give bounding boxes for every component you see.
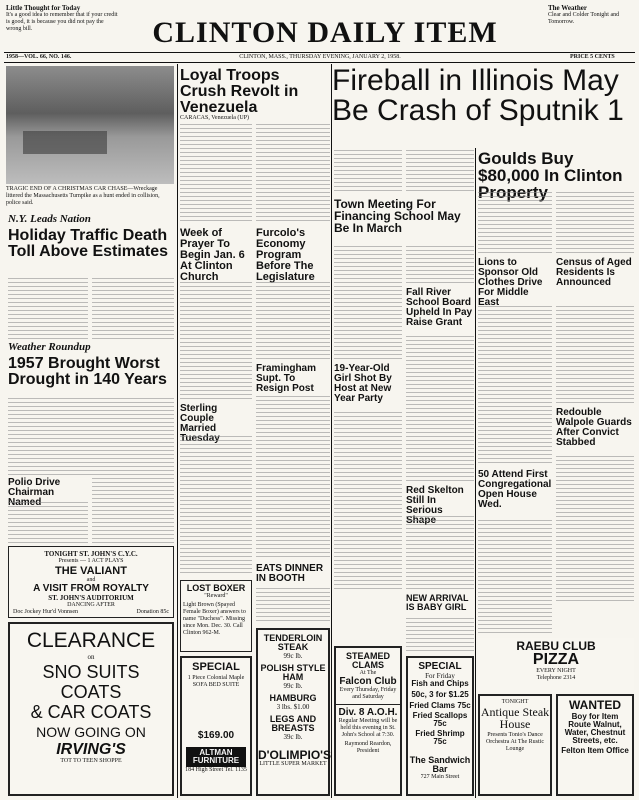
altman-addr: 184 High Street Tel. 1135: [185, 767, 247, 773]
cyc-play1: THE VALIANT: [55, 565, 127, 577]
article-text: [256, 588, 330, 624]
antique-text: Presents Tonio's Dance Orchestra At The Rustic Lounge: [485, 732, 545, 752]
column-rule: [177, 64, 178, 798]
article-text: [334, 150, 402, 194]
headline-nineteen: 19-Year-Old Girl Shot By Host at New Year Party: [334, 363, 392, 404]
headline-town-meeting: Town Meeting For Financing School May Be In March: [334, 197, 461, 235]
clams-club: Falcon Club: [339, 676, 397, 687]
article-text: [478, 306, 552, 466]
wanted-title: WANTED: [569, 698, 621, 712]
headline-fall-river: Fall River School Board Upheld In Pay Raise Grant: [406, 287, 473, 328]
headline-week-prayer: Week of Prayer To Begin Jan. 6 At Clinton Church: [180, 227, 245, 283]
left-ear-title: Little Thought for Today: [6, 4, 81, 12]
article-text: [406, 516, 474, 592]
headline-redouble: Redouble Walpole Guards After Convict Stabbed: [556, 407, 632, 448]
aoh-officer: Raymond Reardon, President: [344, 741, 392, 754]
masthead-rule-bottom: [4, 62, 635, 63]
article-text: [180, 124, 252, 224]
fish-special: SPECIAL: [418, 661, 462, 672]
clearance-car-coats: & CAR COATS: [30, 702, 152, 722]
cyc-music: Doc Jockey Hur'd Vonnsen: [13, 609, 79, 615]
headline-furcolo: Furcolo's Economy Program Before The Legislature: [256, 227, 315, 283]
dolimpio-name: D'OLIMPIO'S: [258, 748, 332, 762]
cyc-play2: A VISIT FROM ROYALTY: [33, 583, 149, 594]
article-text: [406, 150, 474, 194]
headline-census: Census of Aged Residents Is Announced: [556, 257, 632, 288]
meat-2: POLISH STYLE HAM: [260, 663, 326, 682]
ad-raebu: [478, 638, 634, 690]
ad-lost-boxer: [180, 580, 252, 652]
lost-reward: "Reward": [204, 593, 228, 599]
meat-3-price: 3 lbs. $1.00: [276, 703, 310, 711]
clearance-irvings-sub: TOT TO TEEN SHOPPE: [60, 758, 122, 764]
headline-skelton: Red Skelton Still In Serious Shape: [406, 485, 464, 526]
fish-fried2: Fried Scallops 75c: [412, 711, 468, 728]
aoh-title: Div. 8 A.O.H.: [338, 707, 398, 718]
price: PRICE 5 CENTS: [570, 54, 615, 60]
masthead-rule-top: [4, 52, 635, 53]
meat-3: HAMBURG: [269, 693, 317, 703]
meat-4: LEGS AND BREASTS: [269, 714, 317, 733]
kicker-holiday: N.Y. Leads Nation: [8, 213, 91, 225]
article-text: [180, 282, 252, 402]
newspaper-title: CLINTON DAILY ITEM: [152, 16, 498, 49]
headline-attend: 50 Attend First Congregational Open House Wed.: [478, 469, 552, 510]
cyc-title: TONIGHT ST. JOHN'S C.Y.C.: [44, 550, 138, 558]
meat-4-price: 39c lb.: [283, 733, 303, 741]
ad-falcon-club: [334, 646, 402, 796]
clearance-irvings: IRVING'S: [56, 741, 126, 758]
raebu-every: EVERY NIGHT: [536, 668, 576, 674]
clearance-title: CLEARANCE: [26, 629, 156, 652]
dolimpio-sub: LITTLE SUPER MARKET: [259, 761, 327, 767]
volume-line: 1958—VOL. 66, NO. 146.: [6, 54, 72, 60]
fish-fried3: Fried Shrimp 75c: [415, 729, 465, 746]
cyc-dancing: DANCING AFTER: [67, 602, 115, 608]
special-title: SPECIAL: [192, 661, 240, 673]
clearance-on: on: [87, 653, 95, 661]
lost-text: Light Brown (Spayed Female Boxer) answers to name "Duchess". Missing since Mon. Dec. 30. Call Clinton 962-M.: [183, 602, 246, 636]
headline-venezuela: Loyal Troops Crush Revolt in Venezuela: [180, 67, 299, 116]
weather-ear-title: The Weather: [548, 4, 587, 12]
raebu-title: RAEBU CLUB: [516, 639, 596, 653]
article-text: [8, 398, 174, 476]
article-text: [556, 456, 634, 602]
wanted-office: Felton Item Office: [561, 746, 629, 755]
ad-special-sofa: [180, 656, 252, 796]
dateline: CLINTON, MASS., THURSDAY EVENING, JANUARY 2, 1958.: [239, 54, 401, 60]
raebu-tel: Telephone 2314: [536, 675, 576, 681]
headline-polio: Polio Drive Chairman Named: [8, 477, 61, 508]
article-text: [8, 502, 88, 544]
article-text: [478, 192, 552, 254]
antique-title: Antique Steak House: [480, 705, 550, 731]
fish-fried1: Fried Clams 75c: [409, 701, 471, 710]
sandwich-addr: 727 Main Street: [420, 774, 460, 780]
article-text: [334, 412, 402, 592]
cyc-and: and: [86, 577, 96, 583]
special-price: $169.00: [197, 730, 235, 741]
photo-caption: TRAGIC END OF A CHRISTMAS CAR CHASE—Wreckage littered the Massachusetts Turnpike as a hunt ended in collision, police said.: [6, 186, 160, 206]
fish-for-friday: For Friday: [425, 672, 455, 680]
article-text: [180, 436, 252, 576]
ad-clearance: [8, 622, 174, 796]
article-text: [556, 306, 634, 406]
clearance-sno-suits: SNO SUITS: [42, 662, 140, 682]
column-rule: [475, 148, 476, 798]
wanted-text: Boy for Item Route Walnut, Water, Chestnut Streets, etc.: [564, 712, 626, 745]
special-text: 1 Piece Colonial Maple SOFA BED SUITE: [187, 675, 245, 688]
headline-drought: 1957 Brought Worst Drought in 140 Years: [8, 355, 167, 388]
antique-tonight: TONIGHT: [501, 699, 529, 705]
byline-venezuela: CARACAS, Venezuela (UP): [180, 115, 250, 121]
clams-title: STEAMED CLAMS: [345, 651, 390, 670]
headline-fireball: Fireball in Illinois May Be Crash of Sputnik 1: [332, 64, 624, 127]
cyc-presents: Presents — 1 ACT PLAYS: [58, 558, 124, 564]
lost-title: LOST BOXER: [186, 583, 246, 593]
headline-holiday: Holiday Traffic Death Toll Above Estimates: [8, 227, 169, 260]
masthead: [0, 0, 639, 62]
headline-baby: NEW ARRIVAL IS BABY GIRL: [406, 593, 469, 612]
headline-framingham: Framingham Supt. To Resign Post: [256, 363, 317, 394]
headline-goulds: Goulds Buy $80,000 In Clinton Property: [478, 149, 623, 202]
article-text: [478, 520, 552, 634]
article-text: [406, 336, 474, 482]
article-text: [92, 278, 174, 340]
ad-dolimpio: [256, 628, 330, 796]
weather-ear: [548, 4, 634, 48]
sandwich-name: The Sandwich Bar: [409, 755, 471, 774]
clearance-coats: COATS: [60, 682, 122, 702]
article-text: [406, 246, 474, 284]
meat-1: TENDERLOIN STEAK: [263, 633, 323, 652]
meat-1-price: 99c lb.: [283, 652, 303, 660]
news-photo: [6, 66, 174, 184]
article-text: [92, 478, 174, 544]
aoh-text: Regular Meeting will be held this evening in St. John's School at 7:30.: [338, 718, 398, 738]
clams-when: Every Thursday, Friday and Saturday: [339, 687, 397, 700]
article-text: [256, 124, 330, 224]
raebu-pizza: PIZZA: [532, 651, 580, 668]
altman-name: ALTMAN FURNITURE: [186, 747, 246, 767]
clearance-now-going: NOW GOING ON: [36, 724, 146, 740]
ad-antique-steak: [478, 694, 552, 796]
weather-ear-text: Clear and Colder Tonight and Tomorrow.: [548, 12, 620, 25]
headline-sterling: Sterling Couple Married Tuesday: [180, 403, 220, 444]
ad-cyc: [8, 546, 174, 618]
meat-2-price: 99c lb.: [283, 682, 303, 690]
article-text: [8, 278, 88, 340]
article-text: [256, 282, 330, 362]
article-text: [556, 192, 634, 254]
fish-fish: Fish and Chips: [411, 679, 469, 688]
ad-wanted: [556, 694, 634, 796]
cyc-place: ST. JOHN'S AUDITORIUM: [48, 594, 134, 602]
cyc-donation: Donation 85c: [136, 609, 169, 615]
column-rule: [331, 64, 332, 798]
article-text: [406, 618, 474, 654]
left-ear: [6, 4, 118, 48]
ad-sandwich-bar: [406, 656, 474, 796]
article-text: [256, 396, 330, 560]
fish-price1: 50c, 3 for $1.25: [411, 690, 469, 699]
clams-at: At The: [359, 670, 377, 676]
headline-eats-dinner: EATS DINNER IN BOOTH: [256, 563, 324, 584]
article-text: [334, 246, 402, 362]
headline-lions: Lions to Sponsor Old Clothes Drive For Middle East: [478, 257, 543, 308]
kicker-drought: Weather Roundup: [8, 341, 91, 353]
left-ear-text: It's a good idea to remember that if your credit is good, it is because you did not pay the wrong bill.: [6, 12, 118, 32]
